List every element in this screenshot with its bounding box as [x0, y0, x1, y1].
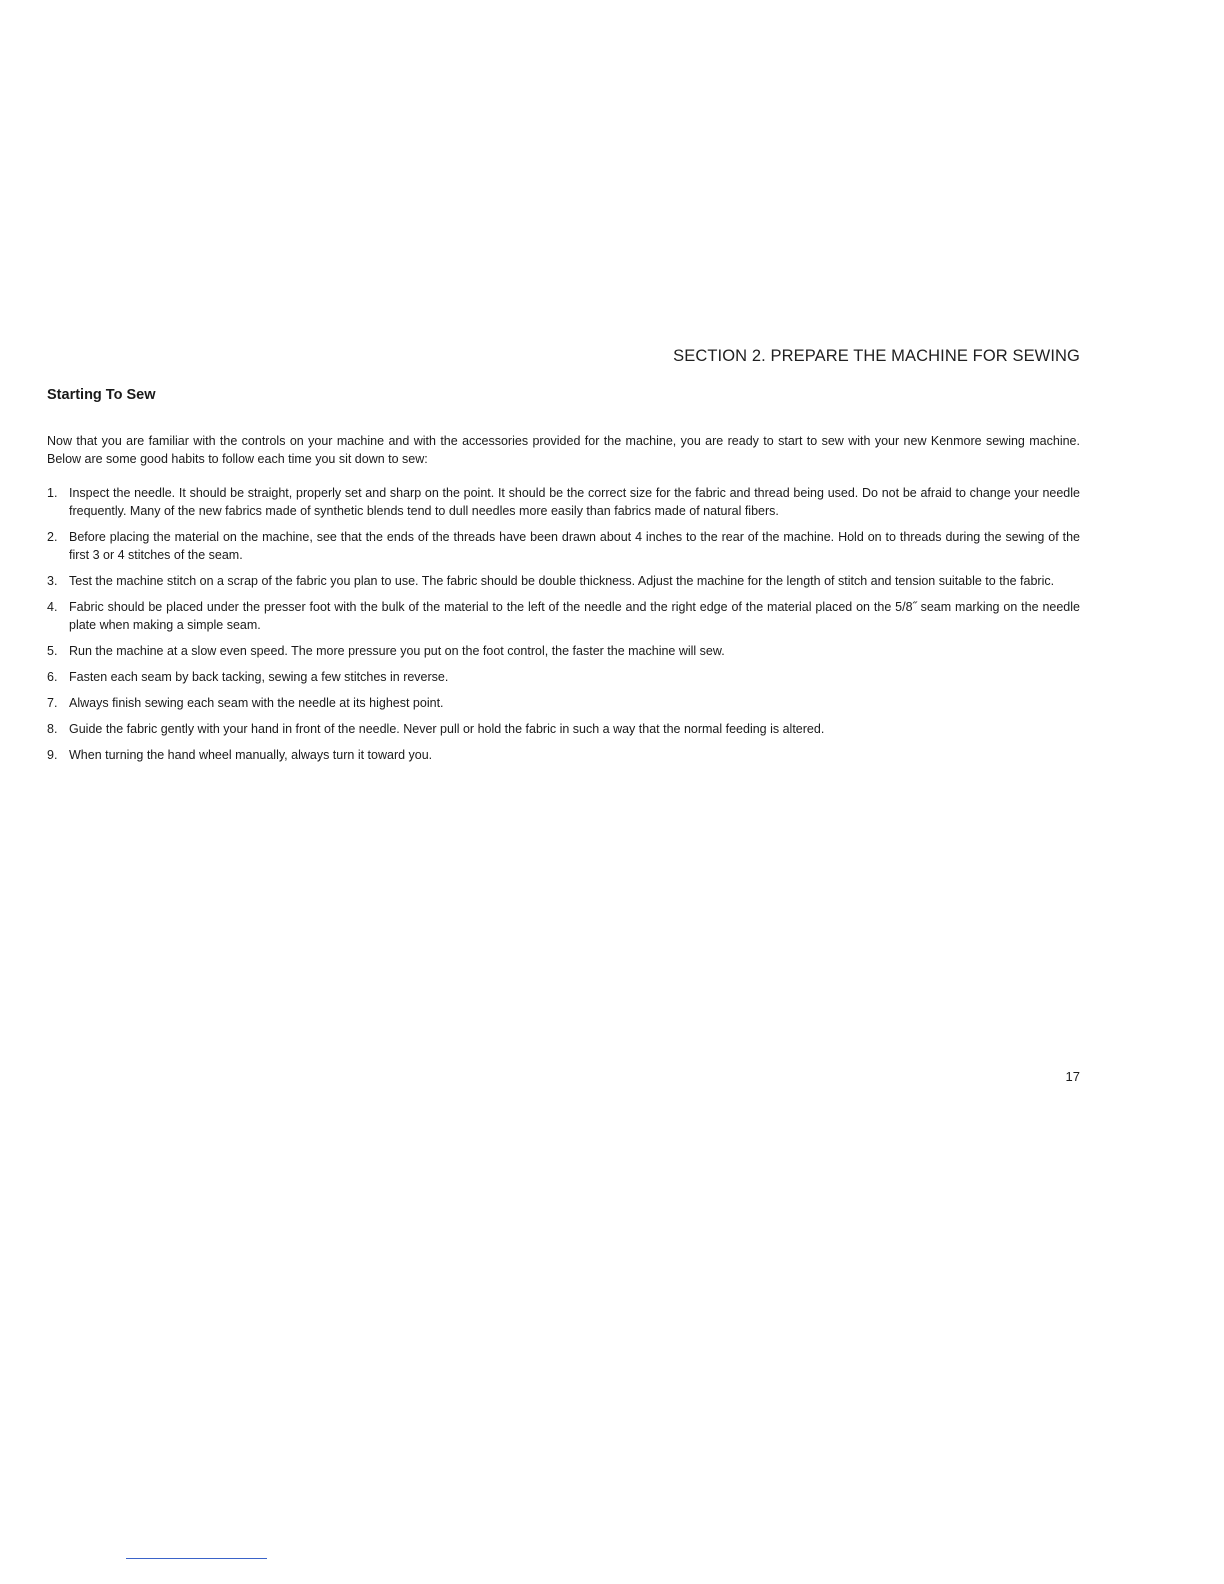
list-item: [47, 598, 1080, 634]
footnote-divider: [126, 1558, 267, 1559]
step-text: Inspect the needle. It should be straight, properly set and sharp on the point. It should be the correct size for the fabric and thread being used. Do not be afraid to change your needle frequently. Many of the new fabrics made of synthetic blends tend to dull needles more easily than fabrics made of natural fibers.: [69, 486, 1080, 518]
list-item: [47, 484, 1080, 520]
step-text: When turning the hand wheel manually, always turn it toward you.: [69, 748, 433, 762]
step-text: Test the machine stitch on a scrap of the fabric you plan to use. The fabric should be double thickness. Adjust the machine for the length of stitch and tension suitable to the fabric.: [69, 574, 1055, 588]
step-text: Always finish sewing each seam with the needle at its highest point.: [69, 696, 444, 710]
list-item: [47, 528, 1080, 564]
step-number: 4.: [47, 600, 58, 614]
step-text: Run the machine at a slow even speed. The more pressure you put on the foot control, the faster the machine will sew.: [69, 644, 725, 658]
page-number: 17: [1065, 1069, 1080, 1084]
step-number: 1.: [47, 486, 58, 500]
list-item: [47, 572, 1080, 590]
step-number: 2.: [47, 530, 58, 544]
step-text: Before placing the material on the machine, see that the ends of the threads have been drawn about 4 inches to the rear of the machine. Hold on to threads during the sewing of the first 3 or 4 stitches of the seam.: [69, 530, 1080, 562]
step-text: Guide the fabric gently with your hand in front of the needle. Never pull or hold the fabric in such a way that the normal feeding is altered.: [69, 722, 825, 736]
step-number: 7.: [47, 696, 58, 710]
step-number: 3.: [47, 574, 58, 588]
step-number: 8.: [47, 722, 58, 736]
list-item: [47, 694, 1080, 712]
step-text: Fasten each seam by back tacking, sewing a few stitches in reverse.: [69, 670, 449, 684]
step-number: 6.: [47, 670, 58, 684]
list-item: [47, 746, 1080, 764]
step-text: Fabric should be placed under the presser foot with the bulk of the material to the left of the needle and the right edge of the material placed on the 5/8˝ seam marking on the needle plate when making a simple seam.: [69, 600, 1080, 632]
list-item: [47, 668, 1080, 686]
list-item: [47, 720, 1080, 738]
intro-paragraph: Now that you are familiar with the controls on your machine and with the accessories provided for the machine, you are ready to start to sew with your new Kenmore sewing machine. Below are some good habits to follow each time you sit down to sew:: [47, 434, 1080, 466]
section-header: SECTION 2. PREPARE THE MACHINE FOR SEWING: [673, 347, 1080, 365]
step-number: 5.: [47, 644, 58, 658]
list-item: [47, 642, 1080, 660]
steps-list: [47, 484, 1080, 772]
step-number: 9.: [47, 748, 58, 762]
page-title: Starting To Sew: [47, 387, 156, 403]
